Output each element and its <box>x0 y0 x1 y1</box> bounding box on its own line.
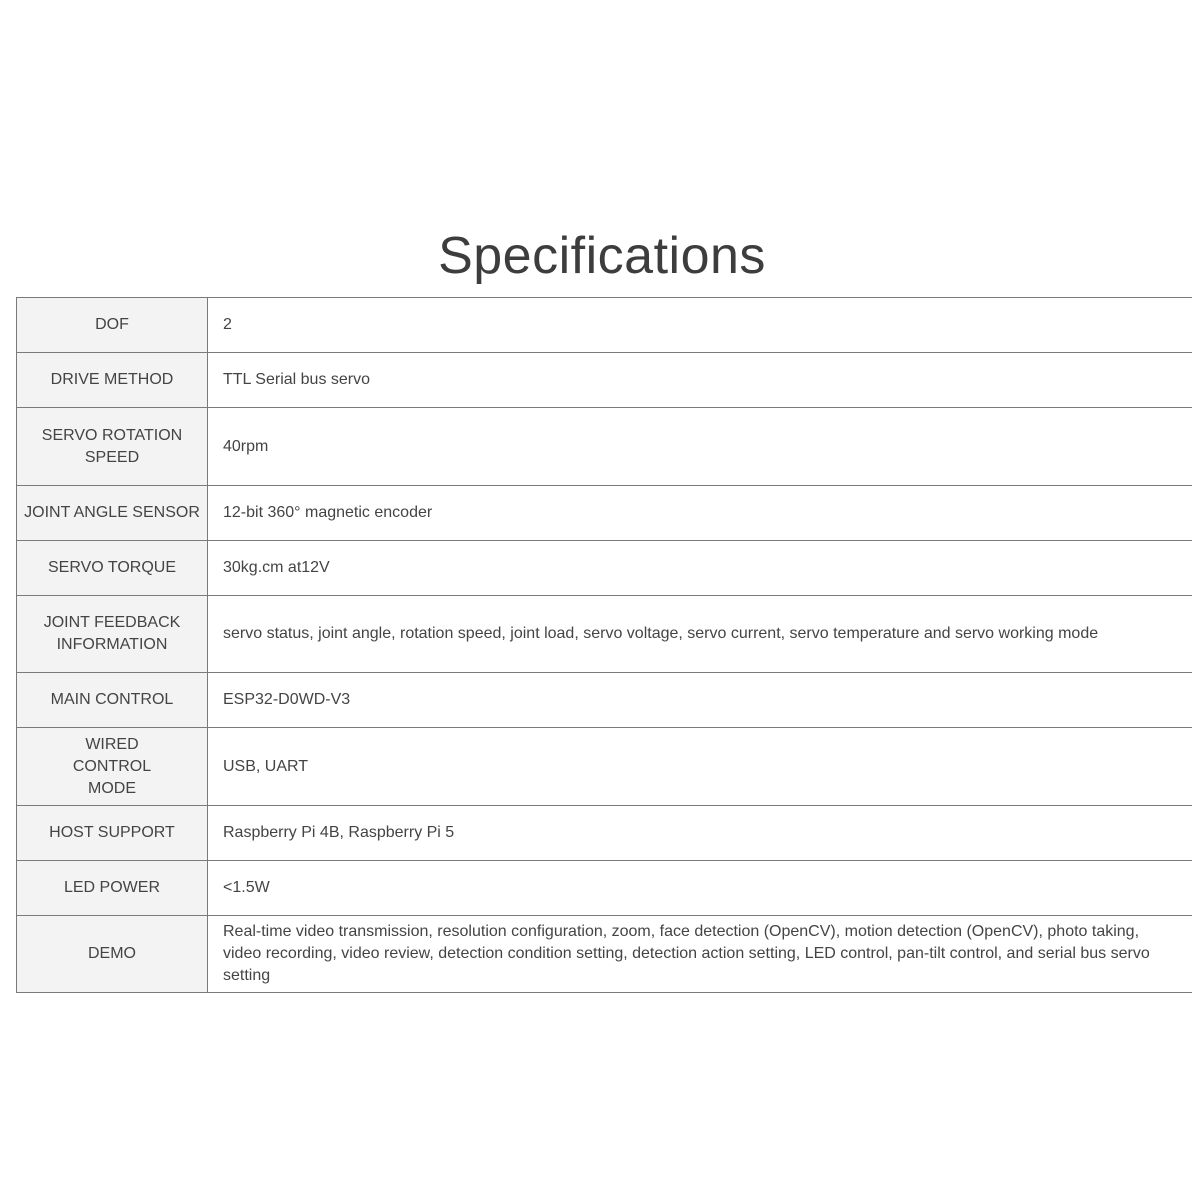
spec-value: TTL Serial bus servo <box>208 353 1193 408</box>
spec-value: servo status, joint angle, rotation speed, joint load, servo voltage, servo current, servo temperature and servo working mode <box>208 596 1193 673</box>
spec-key: DOF <box>17 298 208 353</box>
spec-row-main-control <box>17 673 1193 728</box>
spec-row-host-support <box>17 806 1193 861</box>
spec-row-servo-torque <box>17 541 1193 596</box>
spec-row-drive-method <box>17 353 1193 408</box>
spec-value: 12-bit 360° magnetic encoder <box>208 486 1193 541</box>
spec-key: DEMO <box>17 916 208 993</box>
spec-key: JOINT ANGLE SENSOR <box>17 486 208 541</box>
spec-row-servo-rotation-speed <box>17 408 1193 486</box>
spec-key: LED POWER <box>17 861 208 916</box>
spec-row-led-power <box>17 861 1193 916</box>
spec-key: HOST SUPPORT <box>17 806 208 861</box>
page-title: Specifications <box>438 227 766 285</box>
spec-value: Raspberry Pi 4B, Raspberry Pi 5 <box>208 806 1193 861</box>
spec-value: 2 <box>208 298 1193 353</box>
spec-row-wired-control-mode <box>17 728 1193 806</box>
spec-key: JOINT FEEDBACK INFORMATION <box>17 596 208 673</box>
spec-key: DRIVE METHOD <box>17 353 208 408</box>
spec-row-demo <box>17 916 1193 993</box>
spec-value: 30kg.cm at12V <box>208 541 1193 596</box>
spec-row-dof <box>17 298 1193 353</box>
spec-key: SERVO TORQUE <box>17 541 208 596</box>
spec-row-joint-feedback-information <box>17 596 1193 673</box>
spec-value: USB, UART <box>208 728 1193 806</box>
spec-value: Real-time video transmission, resolution configuration, zoom, face detection (OpenCV), motion detection (OpenCV), photo taking, video recording, video review, detection condition setting, detection action setting, LED control, pan-tilt control, and serial bus servo setting <box>208 916 1193 993</box>
spec-key: WIRED CONTROL MODE <box>17 728 208 806</box>
spec-value: ESP32-D0WD-V3 <box>208 673 1193 728</box>
spec-row-joint-angle-sensor <box>17 486 1193 541</box>
spec-key: MAIN CONTROL <box>17 673 208 728</box>
spec-value: 40rpm <box>208 408 1193 486</box>
spec-key: SERVO ROTATION SPEED <box>17 408 208 486</box>
specifications-table <box>16 297 1192 993</box>
spec-value: <1.5W <box>208 861 1193 916</box>
